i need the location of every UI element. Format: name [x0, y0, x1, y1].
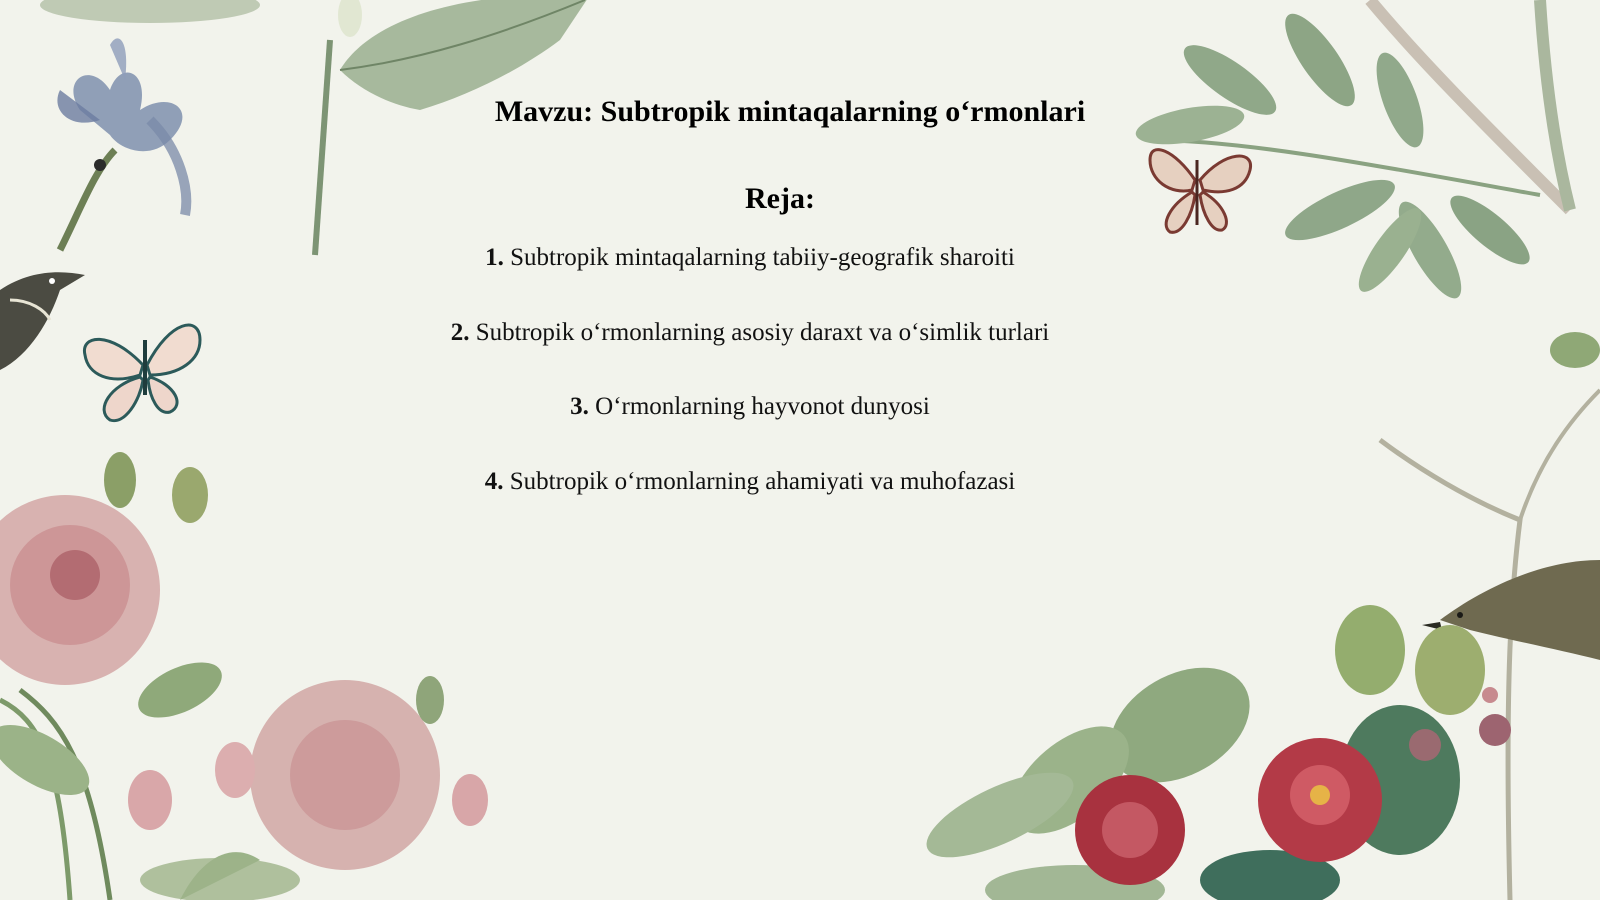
branch-icon	[1133, 0, 1570, 306]
plan-item-text: Subtropik mintaqalarning tabiiy-geografik sharoiti	[510, 244, 1015, 271]
iris-flower-icon	[57, 38, 186, 250]
leaf-icon	[916, 605, 1485, 900]
plan-item-text: Subtropik o‘rmonlarning ahamiyati va muhofazasi	[509, 467, 1016, 495]
slide-title: Mavzu: Subtropik mintaqalarning o‘rmonlari	[494, 95, 1086, 128]
plan-item-number: 1.	[485, 244, 504, 271]
plan-item	[350, 240, 1150, 315]
butterfly-icon	[84, 325, 200, 421]
butterfly-icon	[1150, 150, 1251, 233]
plan-item-text: O‘rmonlarning hayvonot dunyosi	[595, 393, 930, 420]
plan-item	[350, 315, 1150, 390]
plan-heading: Reja:	[745, 182, 815, 215]
plan-list	[350, 240, 1150, 538]
plan-item-number: 4.	[484, 467, 504, 495]
plan-item	[350, 464, 1150, 539]
plan-item-number: 2.	[450, 318, 470, 346]
plan-item-text: Subtropik o‘rmonlarning asosiy daraxt va o‘simlik turlari	[475, 318, 1050, 346]
plan-item	[350, 389, 1150, 464]
bird-icon	[0, 272, 85, 370]
plan-item-number: 3.	[570, 393, 589, 420]
